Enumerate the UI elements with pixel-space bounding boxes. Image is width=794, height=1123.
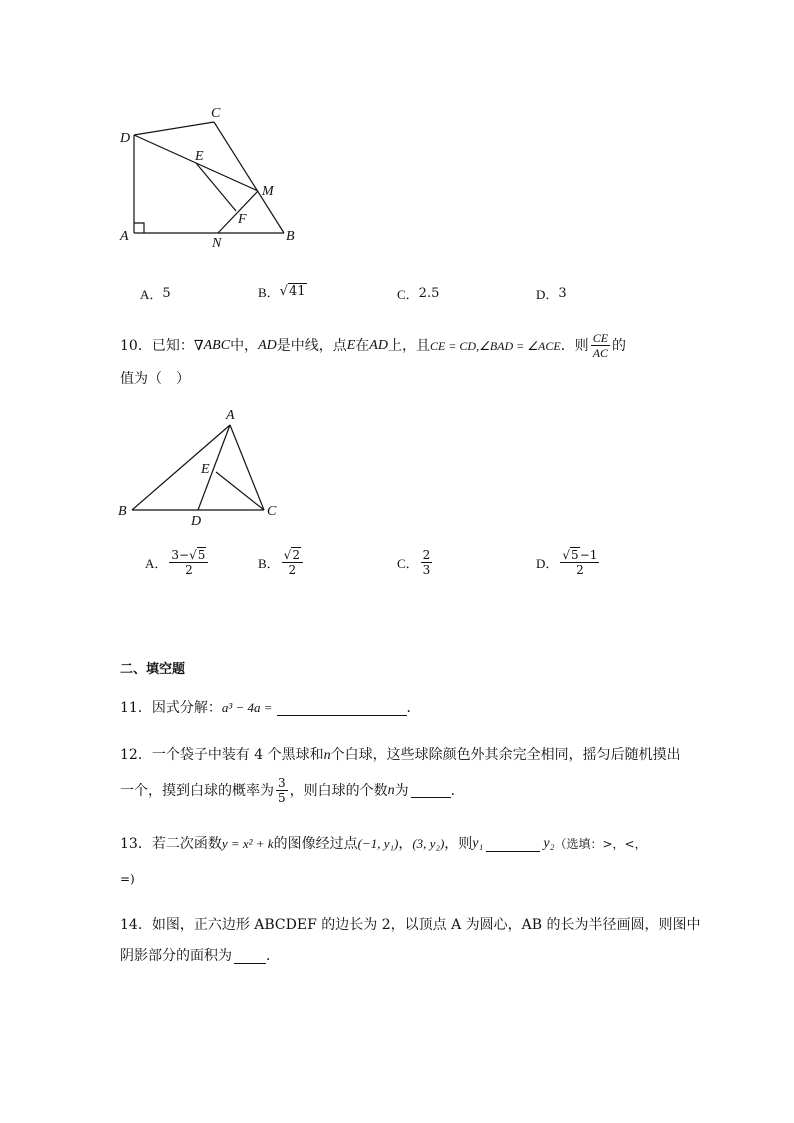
q10-option-b: B． $\frac{√2}{2}$ <box>258 548 305 577</box>
question-13-line2: =) <box>120 872 135 886</box>
right-angle-mark <box>134 223 144 233</box>
fraction-ce-ac: $\frac{CE}{AC}$ <box>592 331 609 360</box>
sqrt-sign: √41 <box>279 284 306 299</box>
label-b: B <box>118 504 127 519</box>
question-10-line2: 值为（ ） <box>120 371 190 387</box>
question-10-line1: 10． 已知： ∇ ABC 中， AD 是中线，点 E 在 AD 上，且 CE = CD,∠BAD = ∠ACE ．则 $\frac{CE}{AC}$ 的 <box>120 331 627 360</box>
question-14-line2: 阴影部分的面积为 ． <box>120 948 280 964</box>
answer-blank[interactable] <box>234 949 266 964</box>
figure-q9 <box>110 100 320 255</box>
q9-option-c: C． 2.5 <box>397 286 440 302</box>
question-12-line1: 12．一个袋子中装有 4 个黑球和n个白球，这些球除颜色外其余完全相同，摇匀后随机摸出 <box>120 747 681 763</box>
segment-en <box>196 163 236 211</box>
label-c: C <box>211 106 221 121</box>
label-d: D <box>120 131 131 146</box>
q9-option-b: B． √41 <box>258 284 306 300</box>
label-n: N <box>212 236 222 251</box>
question-13-line1: 13． 若二次函数 y = x² + k 的图像经过点 (−1, y₁) ， (3, y₂) ，则 y₁ y₂ （选填：>，<， <box>120 836 647 852</box>
label-b: B <box>286 229 295 244</box>
label-d: D <box>191 514 202 529</box>
segment-cb <box>214 122 284 233</box>
fraction-3-5: $\frac{3}{5}$ <box>278 776 286 805</box>
answer-blank[interactable] <box>277 701 407 716</box>
segment-ab <box>132 425 230 510</box>
question-12-line2: 一个，摸到白球的概率为 $\frac{3}{5}$ ，则白球的个数 n 为 ． <box>120 776 465 805</box>
label-a: A <box>120 229 129 244</box>
q9-option-a: A． 5 <box>140 286 171 302</box>
figure-q10 <box>112 402 292 530</box>
q10-option-d: D． $\frac{√5-1}{2}$ <box>536 548 598 577</box>
segment-dc <box>134 122 214 135</box>
q10-option-c: C． $\frac{2}{3}$ <box>397 548 431 577</box>
label-m: M <box>262 184 274 199</box>
label-f: F <box>238 212 247 227</box>
label-a: A <box>226 408 235 423</box>
label-c: C <box>267 504 277 519</box>
question-11: 11． 因式分解： a³ − 4a = ． <box>120 700 421 716</box>
label-e: E <box>201 462 210 477</box>
section-heading: 二、填空题 <box>120 662 186 677</box>
question-14-line1: 14．如图，正六边形 ABCDEF 的边长为 2，以顶点 A 为圆心，AB 的长为半径画圆，则图中 <box>120 917 701 933</box>
q10-option-a: A． $\frac{3-√5}{2}$ <box>145 548 210 577</box>
answer-blank[interactable] <box>411 783 451 798</box>
label-e: E <box>195 149 204 164</box>
q9-option-d: D． 3 <box>536 286 567 302</box>
answer-blank[interactable] <box>486 837 540 852</box>
